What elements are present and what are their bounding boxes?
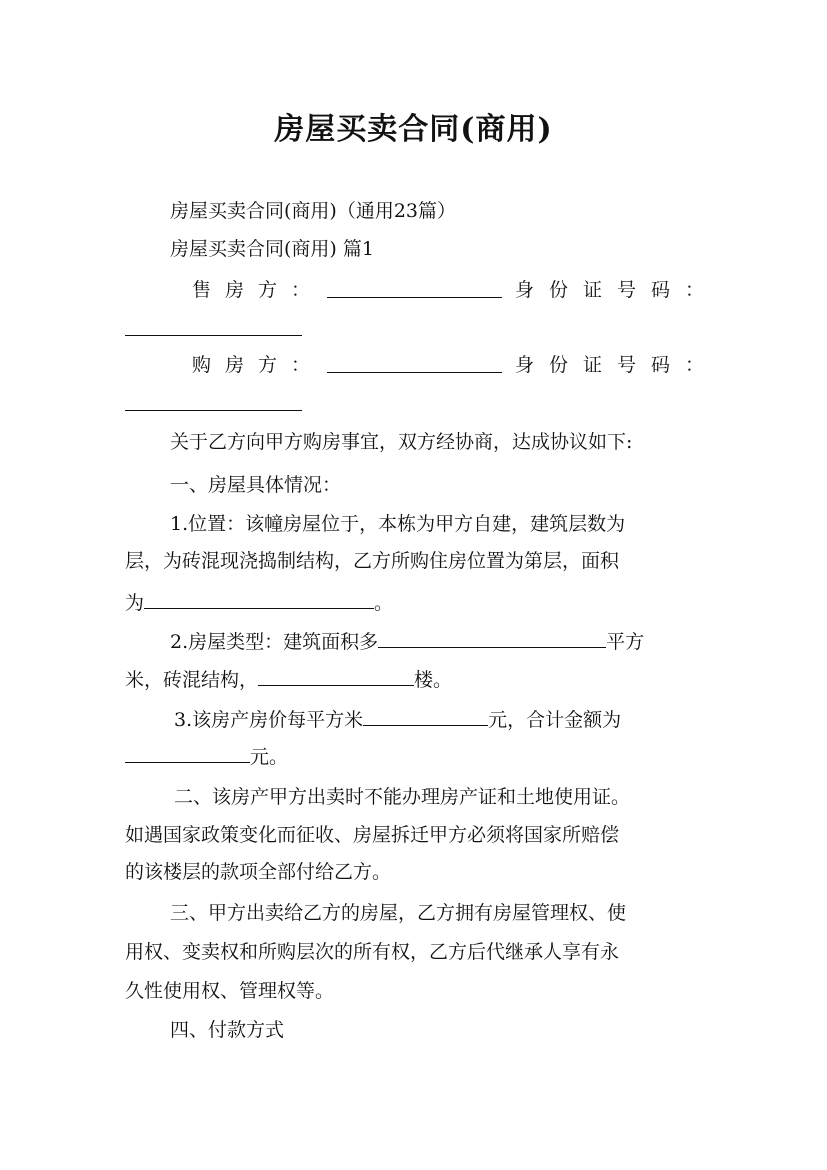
clause-1-prefix: 为 — [125, 592, 145, 614]
clause-2-suffix: 楼。 — [414, 669, 453, 691]
section-2-line-2: 如遇国家政策变化而征收、房屋拆迁甲方必须将国家所赔偿 — [125, 824, 620, 846]
section-1-heading: 一、房屋具体情况： — [170, 474, 342, 496]
total-amount-blank — [125, 742, 250, 763]
seller-id-blank — [125, 315, 302, 343]
clause-3-line-1 — [174, 705, 621, 733]
buyer-id-label: 身份证号码： — [515, 354, 720, 376]
seller-label: 售房方： — [192, 279, 325, 301]
clause-1-suffix: 。 — [374, 592, 394, 614]
building-blank — [258, 665, 414, 686]
clause-3-total-label: 元，合计金额为 — [488, 709, 622, 731]
buyer-id-blank — [125, 390, 302, 418]
area-blank — [144, 588, 374, 609]
clause-3-line-2 — [125, 742, 288, 770]
document-subtitle: 房屋买卖合同(商用)（通用23篇） — [170, 200, 457, 222]
clause-2-structure: 米，砖混结构， — [125, 669, 259, 691]
section-4-heading: 四、付款方式 — [170, 1019, 285, 1041]
buyer-label: 购房方： — [192, 354, 325, 376]
clause-1-line-3 — [125, 588, 393, 616]
clause-2-unit: 平方 — [606, 631, 645, 653]
floor-area-blank — [378, 627, 606, 648]
section-2-line-1: 二、该房产甲方出卖时不能办理房产证和土地使用证。 — [174, 786, 631, 808]
section-3-line-3: 久性使用权、管理权等。 — [125, 980, 335, 1002]
unit-price-blank — [363, 705, 488, 726]
seller-id-label: 身份证号码： — [515, 279, 720, 301]
clause-3-suffix: 元。 — [250, 746, 289, 768]
clause-3-prefix: 3.该房产房价每平方米 — [174, 709, 364, 731]
clause-2-line-1 — [170, 627, 644, 655]
seller-name-blank — [327, 277, 502, 305]
section-2-line-3: 的该楼层的款项全部付给乙方。 — [125, 861, 392, 883]
section-3-line-2: 用权、变卖权和所购层次的所有权，乙方后代继承人享有永 — [125, 941, 620, 963]
clause-1-line-1: 1.位置：该幢房屋位于，本栋为甲方自建，建筑层数为 — [170, 513, 626, 535]
clause-2-prefix: 2.房屋类型：建筑面积多 — [170, 631, 379, 653]
clause-2-line-2 — [125, 665, 452, 693]
document-title: 房屋买卖合同(商用) — [274, 112, 553, 147]
clause-1-line-2: 层，为砖混现浇捣制结构，乙方所购住房位置为第层，面积 — [125, 550, 620, 572]
section-3-line-1: 三、甲方出卖给乙方的房屋，乙方拥有房屋管理权、使 — [170, 902, 627, 924]
chapter-heading: 房屋买卖合同(商用) 篇1 — [170, 238, 374, 260]
intro-paragraph: 关于乙方向甲方购房事宜，双方经协商，达成协议如下: — [170, 431, 633, 453]
buyer-name-blank — [327, 352, 502, 380]
